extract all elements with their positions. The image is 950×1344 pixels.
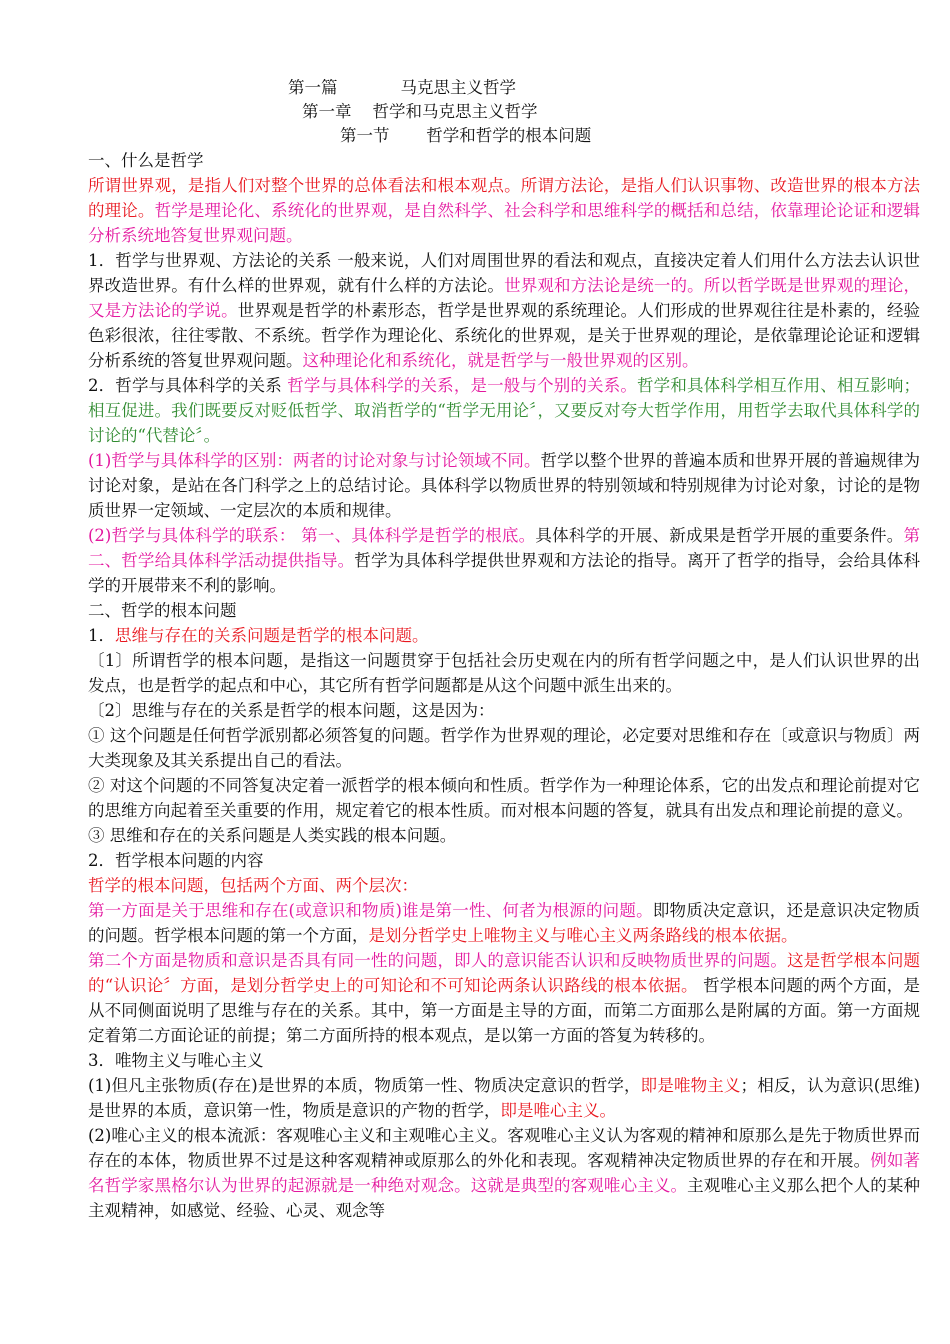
paragraph bbox=[88, 248, 920, 373]
paragraph bbox=[88, 948, 920, 1048]
text-run: ① 这个问题是任何哲学派别都必须答复的问题。哲学作为世界观的理论，必定要对思维和存在〔或意识与物质〕两大类现象及其关系提出自己的看法。 bbox=[88, 726, 920, 770]
text-run: 〔1〕所谓哲学的根本问题，是指这一问题贯穿于包括社会历史观在内的所有哲学问题之中，是人们认识世界的出发点，也是哲学的起点和中心，其它所有哲学问题都是从这个问题中派生出来的。 bbox=[88, 651, 920, 695]
highlighted-text: 思维与存在的关系问题是哲学的根本问题。 bbox=[115, 626, 429, 645]
highlighted-text: 哲学是理论化、系统化的世界观，是自然科学、社会科学和思维科学的概括和总结，依靠理论论证和逻辑分析系统地答复世界观问题。 bbox=[88, 201, 921, 245]
text-run: 哲学根本问题的两个方面，是从不同侧面说明了思维与存在的关系。其中，第一方面是主导的方面，而第二方面那么是附属的方面。第一方面规定着第二方面论证的前提；第二方面所持的根本观点，是以第一方面的答复为转移的。 bbox=[88, 976, 920, 1045]
text-run: 哲学以整个世界的普遍本质和世界开展的普遍规律为讨论对象，是站在各门科学之上的总结讨论。具体科学以物质世界的特别领域和特别规律为讨论对象，讨论的是物质世界一定领域、一定层次的本质和规律。 bbox=[88, 451, 921, 520]
highlighted-text: 即是唯心主义。 bbox=[500, 1101, 616, 1120]
paragraph bbox=[88, 848, 920, 873]
highlighted-text: 哲学与具体科学的关系，是一般与个别的关系。 bbox=[287, 376, 638, 395]
text-run: 即物质决定意识，还是意识决定物质的问题。哲学根本问题的第一个方面， bbox=[88, 901, 921, 945]
chapter-title: 第一章 哲学和马克思主义哲学 bbox=[302, 102, 538, 121]
body-text bbox=[88, 148, 920, 1223]
text-run: ；相反，认为意识(思维)是世界的本质，意识第一性，物质是意识的产物的哲学， bbox=[88, 1076, 921, 1120]
paragraph bbox=[88, 698, 920, 723]
highlighted-text: 例如著名哲学家黑格尔认为世界的起源就是一种绝对观念。这就是典型的客观唯心主义。 bbox=[88, 1151, 921, 1195]
text-run: 具体科学的开展、新成果是哲学开展的重要条件。 bbox=[535, 526, 904, 545]
paragraph bbox=[88, 448, 920, 523]
paragraph bbox=[88, 373, 920, 448]
text-run: 2．哲学与具体科学的关系 bbox=[88, 376, 288, 395]
paragraph bbox=[88, 1123, 920, 1223]
highlighted-text: 第二、哲学给具体科学活动提供指导。 bbox=[88, 526, 920, 570]
text-run: 哲学为具体科学提供世界观和方法论的指导。离开了哲学的指导，会给具体科学的开展带来不利的影响。 bbox=[88, 551, 921, 595]
paragraph bbox=[88, 173, 920, 248]
text-run: ② 对这个问题的不同答复决定着一派哲学的根本倾向和性质。哲学作为一种理论体系，它的出发点和理论前提对它的思维方向起着至关重要的作用，规定着它的根本性质。而对根本问题的答复，就具有出发点和理论前提的意义。 bbox=[88, 776, 920, 820]
highlighted-text: (2)哲学与具体科学的联系： 第一、具体科学是哲学的根底。 bbox=[88, 526, 536, 545]
text-run: 主观唯心主义那么把个人的某种主观精神，如感觉、经验、心灵、观念等 bbox=[88, 1176, 921, 1220]
text-run: 一、什么是哲学 bbox=[88, 151, 204, 170]
highlighted-text: 这是哲学根本问题的“认识论〞方面，是划分哲学史上的可知论和不可知论两条认识路线的根本依据。 bbox=[88, 951, 921, 995]
text-run: (1)但凡主张物质(存在)是世界的本质，物质第一性、物质决定意识的哲学， bbox=[88, 1076, 641, 1095]
paragraph bbox=[88, 773, 920, 823]
paragraph bbox=[88, 823, 920, 848]
paragraph bbox=[88, 1048, 920, 1073]
paragraph bbox=[88, 598, 920, 623]
highlighted-text: 即是唯物主义 bbox=[640, 1076, 741, 1095]
highlighted-text: 这种理论化和系统化，就是哲学与一般世界观的区别。 bbox=[302, 351, 699, 370]
paragraph bbox=[88, 623, 920, 648]
highlighted-text: 第一方面是关于思维和存在(或意识和物质)谁是第一性、何者为根源的问题。 bbox=[88, 901, 653, 920]
text-run: 世界观是哲学的朴素形态，哲学是世界观的系统理论。人们形成的世界观往往是朴素的，经验色彩很浓，往往零散、不系统。哲学作为理论化、系统化的世界观，是关于世界观的理论，是依靠理论论证和逻辑分析系统的答复世界观问题。 bbox=[88, 301, 921, 370]
text-run: ③ 思维和存在的关系问题是人类实践的根本问题。 bbox=[88, 826, 457, 845]
text-run: 1．哲学与世界观、方法论的关系 一般来说，人们对周围世界的看法和观点，直接决定着人们用什么方法去认识世界改造世界。有什么样的世界观，就有什么样的方法论。 bbox=[88, 251, 920, 295]
section-title: 第一节 哲学和哲学的根本问题 bbox=[340, 126, 592, 145]
highlighted-text: 哲学的根本问题，包括两个方面、两个层次： bbox=[88, 876, 418, 895]
text-run: (2)唯心主义的根本流派：客观唯心主义和主观唯心主义。客观唯心主义认为客观的精神和原那么是先于物质世界而存在的本体，物质世界不过是这种客观精神或原那么的外化和表现。客观精神决定物质世界的存在和开展。 bbox=[88, 1126, 920, 1170]
part-title: 第一篇 马克思主义哲学 bbox=[288, 78, 516, 97]
highlighted-text: 第二个方面是物质和意识是否具有同一性的问题，即人的意识能否认识和反映物质世界的问题。 bbox=[88, 951, 787, 970]
text-run: 1． bbox=[88, 626, 115, 645]
text-run: 〔2〕思维与存在的关系是哲学的根本问题，这是因为： bbox=[88, 701, 495, 720]
paragraph bbox=[88, 723, 920, 773]
document-page bbox=[88, 76, 920, 1223]
text-run: 2．哲学根本问题的内容 bbox=[88, 851, 264, 870]
text-run: 3．唯物主义与唯心主义 bbox=[88, 1051, 264, 1070]
highlighted-text: 所谓世界观，是指人们对整个世界的总体看法和根本观点。所谓方法论，是指人们认识事物、改造世界的根本方法的理论。 bbox=[88, 176, 920, 220]
paragraph bbox=[88, 898, 920, 948]
paragraph bbox=[88, 873, 920, 898]
paragraph bbox=[88, 523, 920, 598]
highlighted-text: 哲学和具体科学相互作用、相互影响；相互促进。我们既要反对贬低哲学、取消哲学的“哲学无用论〞，又要反对夸大哲学作用，用哲学去取代具体科学的讨论的“代替论〞。 bbox=[88, 376, 921, 445]
highlighted-text: 是划分哲学史上唯物主义与唯心主义两条路线的根本依据。 bbox=[368, 926, 798, 945]
highlighted-text: (1)哲学与具体科学的区别：两者的讨论对象与讨论领域不同。 bbox=[88, 451, 541, 470]
paragraph bbox=[88, 1073, 920, 1123]
paragraph bbox=[88, 648, 920, 698]
highlighted-text: 世界观和方法论是统一的。所以哲学既是世界观的理论，又是方法论的学说。 bbox=[88, 276, 921, 320]
text-run: 二、哲学的根本问题 bbox=[88, 601, 237, 620]
paragraph bbox=[88, 148, 920, 173]
